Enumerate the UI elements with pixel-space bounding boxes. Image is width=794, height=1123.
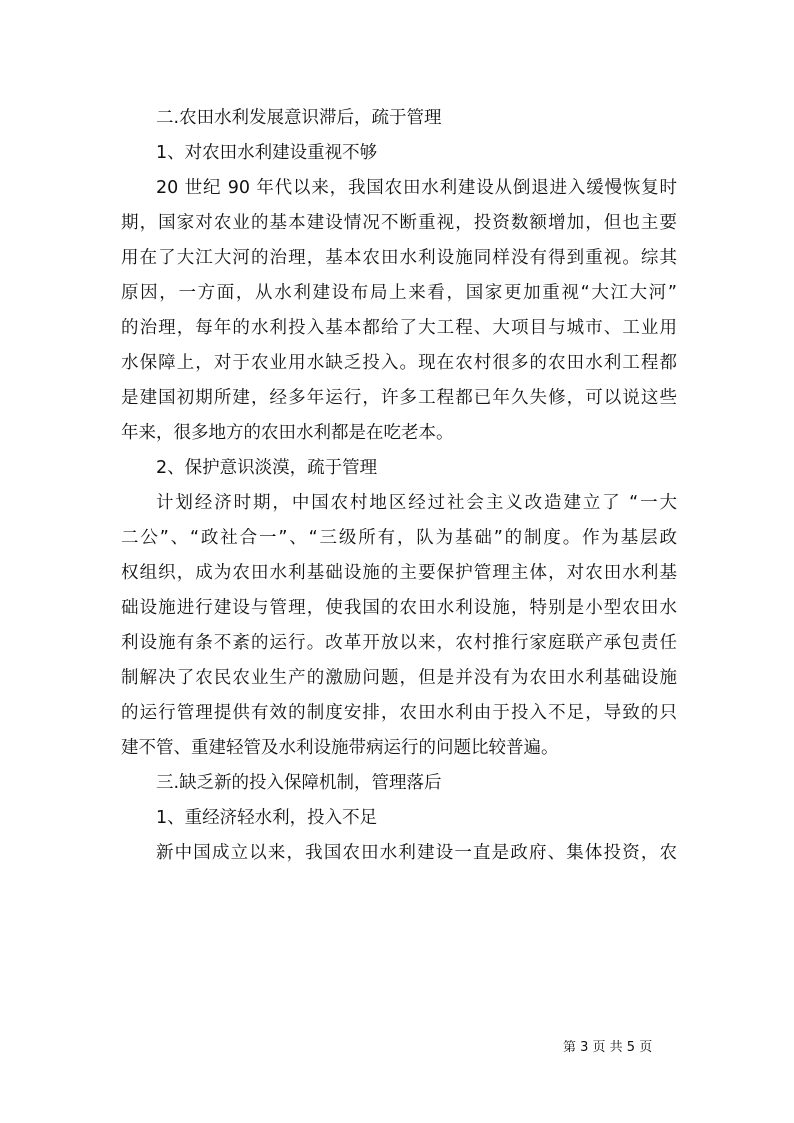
paragraph-line: 利设施有条不紊的运行。改革开放以来，农村推行家庭联产承包责任 (121, 633, 677, 653)
paragraph-line: 础设施进行建设与管理，使我国的农田水利设施，特别是小型农田水 (121, 598, 677, 618)
page-number: 第 3 页 共 5 页 (563, 1040, 653, 1055)
subsection-heading: 1、重经济轻水利，投入不足 (156, 808, 378, 828)
paragraph-line: 的运行管理提供有效的制度安排，农田水利由于投入不足，导致的只 (121, 703, 677, 723)
paragraph-line: 的治理，每年的水利投入基本都给了大工程、大项目与城市、工业用 (121, 318, 677, 338)
paragraph-line: 期，国家对农业的基本建设情况不断重视，投资数额增加，但也主要 (121, 213, 677, 233)
paragraph (121, 836, 677, 871)
paragraph-line: 二公”、“政社合一”、“三级所有，队为基础”的制度。作为基层政 (121, 528, 677, 548)
paragraph-line: 是建国初期所建，经多年运行，许多工程都已年久失修，可以说这些 (121, 388, 677, 408)
paragraph-line: 原因，一方面，从水利建设布局上来看，国家更加重视“大江大河” (121, 283, 677, 303)
paragraph (121, 486, 677, 766)
paragraph-line: 权组织，成为农田水利基础设施的主要保护管理主体，对农田水利基 (121, 563, 677, 583)
subsection-heading: 2、保护意识淡漠，疏于管理 (156, 458, 378, 478)
paragraph-line: 水保障上，对于农业用水缺乏投入。现在农村很多的农田水利工程都 (121, 353, 677, 373)
section-heading: 三.缺乏新的投入保障机制，管理落后 (156, 773, 442, 793)
paragraph-line: 新中国成立以来，我国农田水利建设一直是政府、集体投资，农 (156, 843, 677, 863)
paragraph-line: 年来，很多地方的农田水利都是在吃老本。 (121, 423, 454, 443)
section-heading: 二.农田水利发展意识滞后，疏于管理 (156, 108, 442, 128)
paragraph-line: 制解决了农民农业生产的激励问题，但是并没有为农田水利基础设施 (121, 668, 677, 688)
document-body (121, 101, 677, 871)
subsection-heading: 1、对农田水利建设重视不够 (156, 143, 378, 163)
paragraph (121, 171, 677, 451)
paragraph-line: 计划经济时期，中国农村地区经过社会主义改造建立了 “一大 (156, 493, 677, 513)
paragraph-line: 用在了大江大河的治理，基本农田水利设施同样没有得到重视。综其 (121, 248, 677, 268)
paragraph-line: 建不管、重建轻管及水利设施带病运行的问题比较普遍。 (121, 738, 559, 758)
paragraph-line: 20 世纪 90 年代以来，我国农田水利建设从倒退进入缓慢恢复时 (156, 178, 677, 198)
